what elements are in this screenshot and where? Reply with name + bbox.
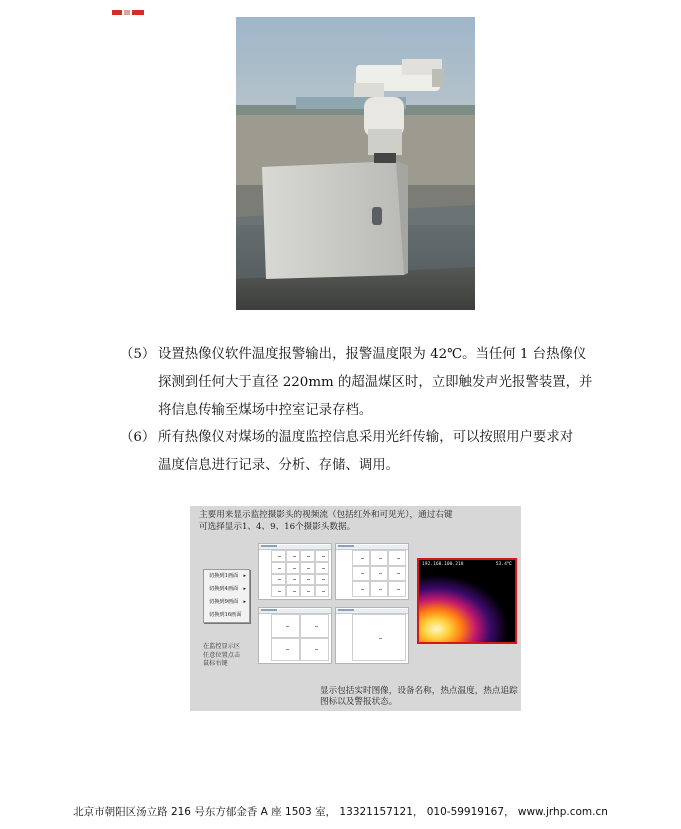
thermal-image-view bbox=[417, 558, 517, 644]
video-cell bbox=[388, 581, 406, 597]
video-cell bbox=[300, 550, 315, 562]
paragraph-line: 探测到任何大于直径 220mm 的超温煤区时，立即触发声光报警装置，并 bbox=[158, 375, 593, 390]
menu-item-label: 切换到4画面 bbox=[209, 586, 239, 592]
paragraph-number: （5） bbox=[120, 347, 156, 362]
paragraph-line: 温度信息进行记录、分析、存储、调用。 bbox=[158, 458, 400, 473]
page-footer: 北京市朝阳区汤立路 216 号东方郁金香 A 座 1503 室， 13321157121， 010-59919167， www.jrhp.com.cn bbox=[73, 806, 608, 818]
video-cell bbox=[370, 566, 388, 582]
video-cell bbox=[271, 574, 286, 586]
menu-item-label: 切换到16画面 bbox=[209, 612, 242, 618]
video-cell bbox=[352, 581, 370, 597]
paragraph-6 bbox=[120, 424, 600, 480]
paragraph-line: 将信息传输至煤场中控室记录存档。 bbox=[158, 403, 373, 418]
video-cell bbox=[286, 574, 301, 586]
chevron-right-icon: ▸ bbox=[243, 573, 246, 579]
video-cell bbox=[271, 638, 300, 662]
chevron-right-icon: ▸ bbox=[243, 586, 246, 592]
paragraph-line: 所有热像仪对煤场的温度监控信息采用光纤传输，可以按照用户要求对 bbox=[158, 430, 574, 445]
video-cell bbox=[315, 550, 330, 562]
video-cell bbox=[388, 566, 406, 582]
video-cell bbox=[271, 585, 286, 597]
caption-line: 显示包括实时图像，设备名称，热点温度，热点追踪 bbox=[320, 686, 518, 696]
video-grid-4 bbox=[258, 607, 332, 664]
hint-line: 在监控显示区 bbox=[203, 643, 241, 650]
video-cell bbox=[300, 574, 315, 586]
right-click-hint bbox=[203, 643, 240, 669]
hint-line: 任意位置点击 bbox=[203, 651, 241, 659]
chevron-right-icon: ▸ bbox=[243, 599, 246, 605]
menu-item-9-view[interactable] bbox=[204, 596, 249, 609]
video-cell bbox=[370, 581, 388, 597]
video-cell bbox=[352, 566, 370, 582]
logo-fragment bbox=[112, 0, 148, 5]
caption-line: 主要用来显示监控摄影头的视频流（包括红外和可见光），通过右键 bbox=[199, 510, 453, 520]
video-cell bbox=[286, 550, 301, 562]
camera-installation-photo bbox=[236, 17, 475, 310]
video-grid-1 bbox=[335, 607, 409, 664]
video-grid-16 bbox=[258, 543, 332, 600]
screenshot-caption bbox=[199, 509, 453, 533]
menu-item-1-view[interactable] bbox=[204, 570, 249, 583]
thermal-view-caption bbox=[320, 686, 518, 708]
video-cell bbox=[370, 550, 388, 566]
video-grid-9 bbox=[335, 543, 409, 600]
menu-item-16-view[interactable] bbox=[204, 609, 249, 622]
video-cell bbox=[315, 574, 330, 586]
menu-item-4-view[interactable] bbox=[204, 583, 249, 596]
video-cell bbox=[300, 562, 315, 574]
device-ip-label: 192.168.100.218 bbox=[422, 562, 464, 567]
paragraph-number: （6） bbox=[120, 430, 156, 445]
video-cell bbox=[300, 638, 329, 662]
video-cell bbox=[286, 585, 301, 597]
menu-item-label: 切换到9画面 bbox=[209, 599, 239, 605]
video-cell bbox=[352, 550, 370, 566]
video-cell bbox=[271, 550, 286, 562]
view-switch-context-menu bbox=[203, 569, 250, 623]
video-cell bbox=[315, 585, 330, 597]
video-cell bbox=[315, 562, 330, 574]
video-cell bbox=[352, 614, 406, 661]
video-cell bbox=[271, 614, 300, 638]
paragraph-5 bbox=[120, 341, 600, 425]
paragraph-line: 设置热像仪软件温度报警输出，报警温度限为 42℃。当任何 1 台热像仪 bbox=[158, 347, 587, 362]
caption-line: 图标以及警报状态。 bbox=[320, 697, 398, 707]
video-cell bbox=[286, 562, 301, 574]
video-cell bbox=[300, 614, 329, 638]
video-cell bbox=[271, 562, 286, 574]
caption-line: 可选择显示1、4、9、16个摄影头数据。 bbox=[199, 522, 356, 532]
video-cell bbox=[300, 585, 315, 597]
menu-item-label: 切换到1画面 bbox=[209, 573, 239, 579]
hotspot-temperature: 53.4℃ bbox=[495, 562, 512, 567]
hint-line: 鼠标右键 bbox=[203, 660, 228, 667]
video-cell bbox=[388, 550, 406, 566]
monitoring-software-screenshot bbox=[190, 506, 521, 711]
